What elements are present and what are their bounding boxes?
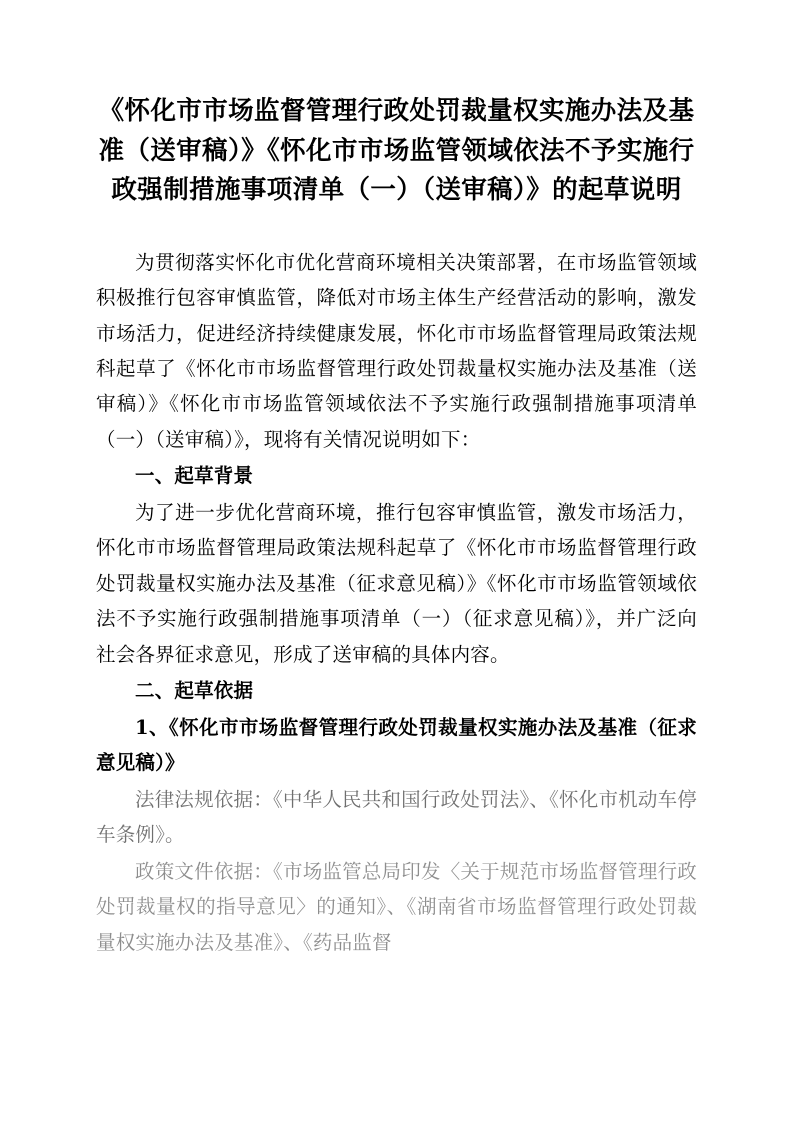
paragraph-intro: 为贯彻落实怀化市优化营商环境相关决策部署，在市场监管领域积极推行包容审慎监管，降低对市场主体生产经营活动的影响，激发市场活力，促进经济持续健康发展，怀化市市场监督管理局政策法规科起草了《怀化市市场监督管理行政处罚裁量权实施办法及基准（送审稿）》《怀化市市场监管领域依法不予实施行政强制措施事项清单（一）（送审稿）》，现将有关情况说明如下： <box>96 250 697 451</box>
paragraph-legal-basis: 法律法规依据：《中华人民共和国行政处罚法》、《怀化市机动车停车条例》。 <box>96 787 697 847</box>
section-heading-2: 二、起草依据 <box>135 679 254 703</box>
paragraph-section-1-body: 为了进一步优化营商环境，推行包容审慎监管，激发市场活力，怀化市市场监督管理局政策法规科起草了《怀化市市场监督管理行政处罚裁量权实施办法及基准（征求意见稿）》《怀化市市场监管领域依法不予实施行政强制措施事项清单（一）（征求意见稿）》，并广泛向社会各界征求意见，形成了送审稿的具体内容。 <box>96 500 697 666</box>
paragraph-policy-basis: 政策文件依据：《市场监管总局印发〈关于规范市场监督管理行政处罚裁量权的指导意见〉的通知》、《湖南省市场监督管理行政处罚裁量权实施办法及基准》、《药品监督 <box>96 859 697 954</box>
document-body <box>96 245 697 961</box>
section-heading-1: 一、起草背景 <box>135 464 254 488</box>
section-2-item-1-heading: 1、《怀化市市场监督管理行政处罚裁量权实施办法及基准（征求意见稿）》 <box>96 715 697 775</box>
page-title: 《怀化市市场监督管理行政处罚裁量权实施办法及基准（送审稿）》《怀化市市场监管领域依法不予实施行政强制措施事项清单（一）（送审稿）》的起草说明 <box>98 96 695 206</box>
